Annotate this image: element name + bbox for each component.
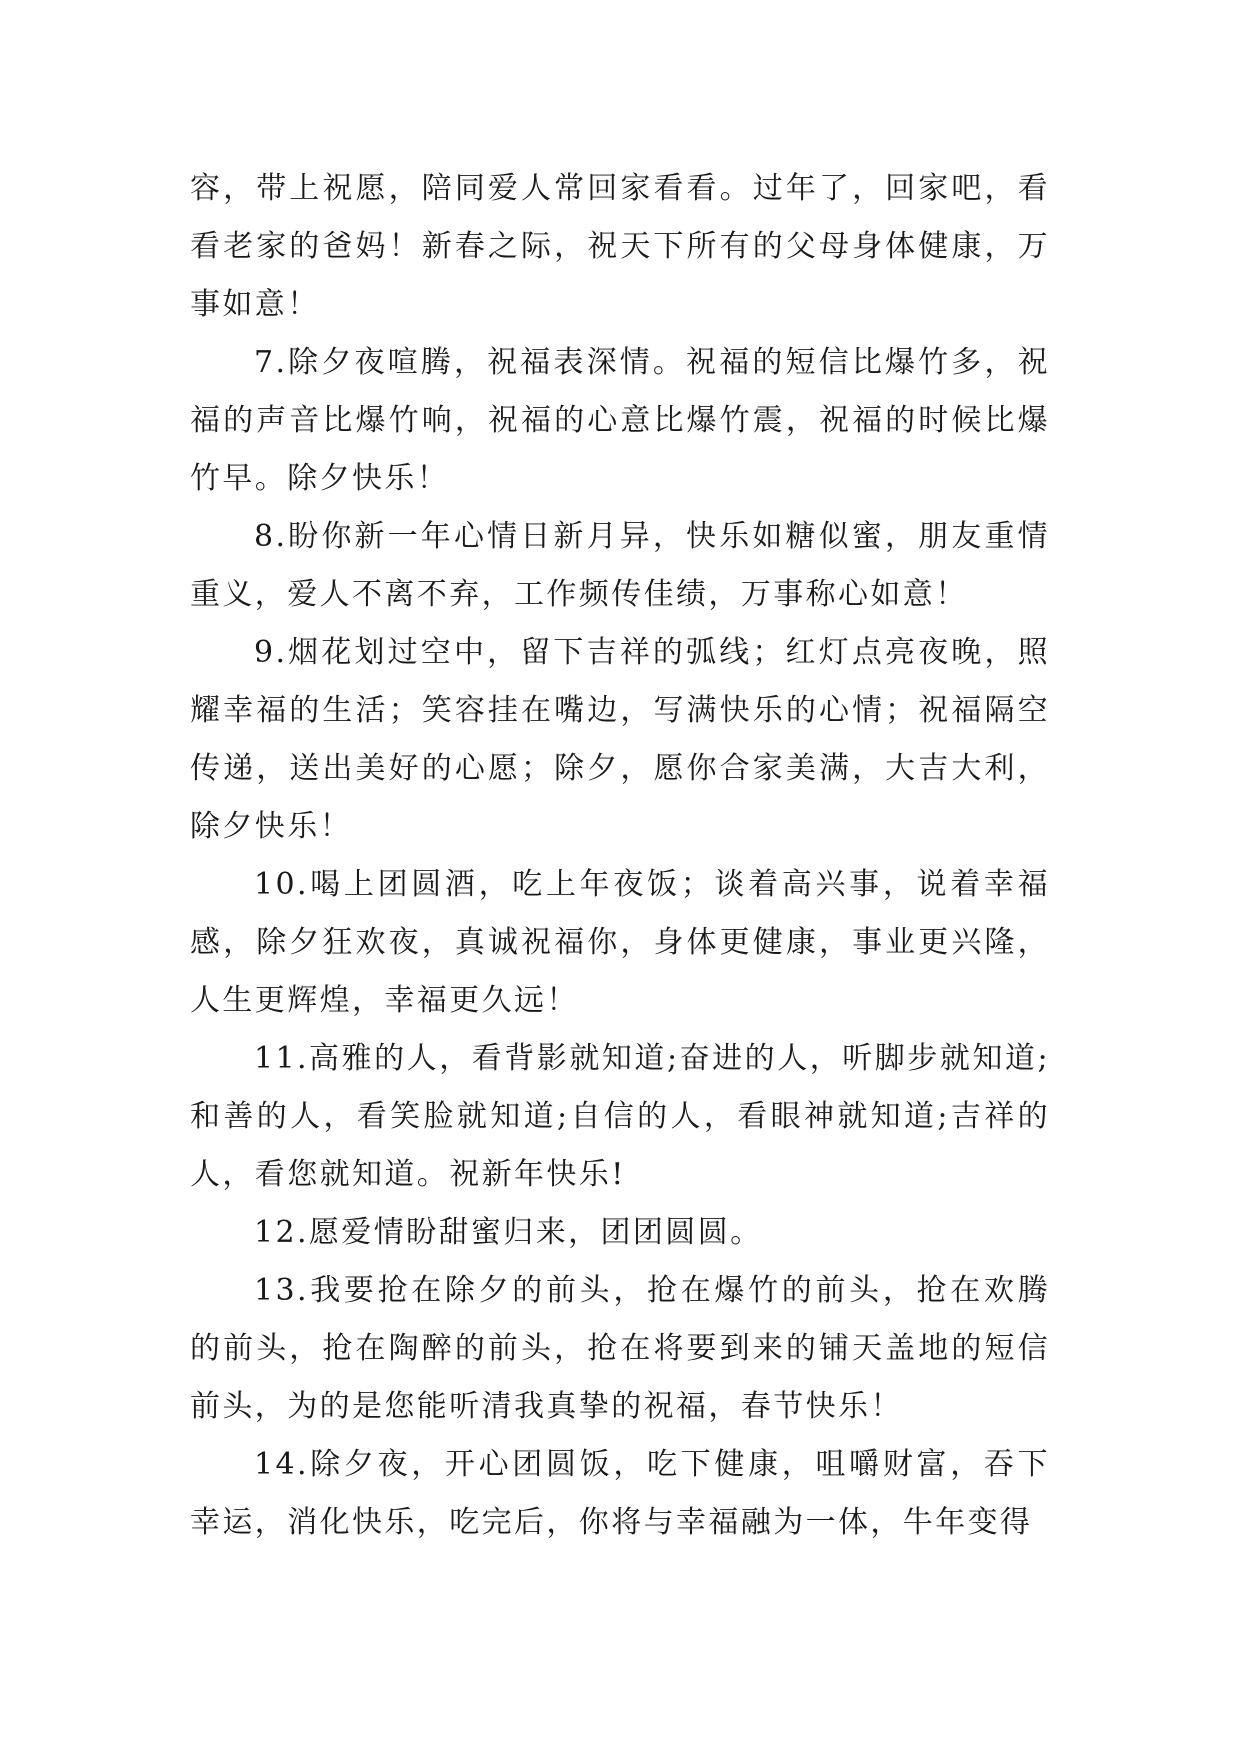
paragraph-14: 14.除夕夜，开心团圆饭，吃下健康，咀嚼财富，吞下幸运，消化快乐，吃完后，你将与幸福融为一体，牛年变得 <box>190 1447 1050 1540</box>
document-body <box>190 160 1050 1552</box>
paragraph-continuation: 容，带上祝愿，陪同爱人常回家看看。过年了，回家吧，看看老家的爸妈！新春之际，祝天下所有的父母身体健康，万事如意！ <box>190 171 1050 322</box>
paragraph-8: 8.盼你新一年心情日新月异，快乐如糖似蜜，朋友重情重义，爱人不离不弃，工作频传佳绩，万事称心如意！ <box>190 519 1050 612</box>
paragraph-12: 12.愿爱情盼甜蜜归来，团团圆圆。 <box>254 1215 763 1250</box>
paragraph-7: 7.除夕夜喧腾，祝福表深情。祝福的短信比爆竹多，祝福的声音比爆竹响，祝福的心意比爆竹震，祝福的时候比爆竹早。除夕快乐！ <box>190 345 1050 496</box>
paragraph-11: 11.高雅的人，看背影就知道;奋进的人，听脚步就知道;和善的人，看笑脸就知道;自信的人，看眼神就知道;吉祥的人，看您就知道。祝新年快乐! <box>190 1041 1050 1192</box>
paragraph-13: 13.我要抢在除夕的前头，抢在爆竹的前头，抢在欢腾的前头，抢在陶醉的前头，抢在将要到来的铺天盖地的短信前头，为的是您能听清我真挚的祝福，春节快乐！ <box>190 1273 1050 1424</box>
paragraph-10: 10.喝上团圆酒，吃上年夜饭；谈着高兴事，说着幸福感，除夕狂欢夜，真诚祝福你，身体更健康，事业更兴隆，人生更辉煌，幸福更久远！ <box>190 867 1050 1018</box>
paragraph-9: 9.烟花划过空中，留下吉祥的弧线；红灯点亮夜晚，照耀幸福的生活；笑容挂在嘴边，写满快乐的心情；祝福隔空传递，送出美好的心愿；除夕，愿你合家美满，大吉大利，除夕快乐！ <box>190 635 1050 844</box>
